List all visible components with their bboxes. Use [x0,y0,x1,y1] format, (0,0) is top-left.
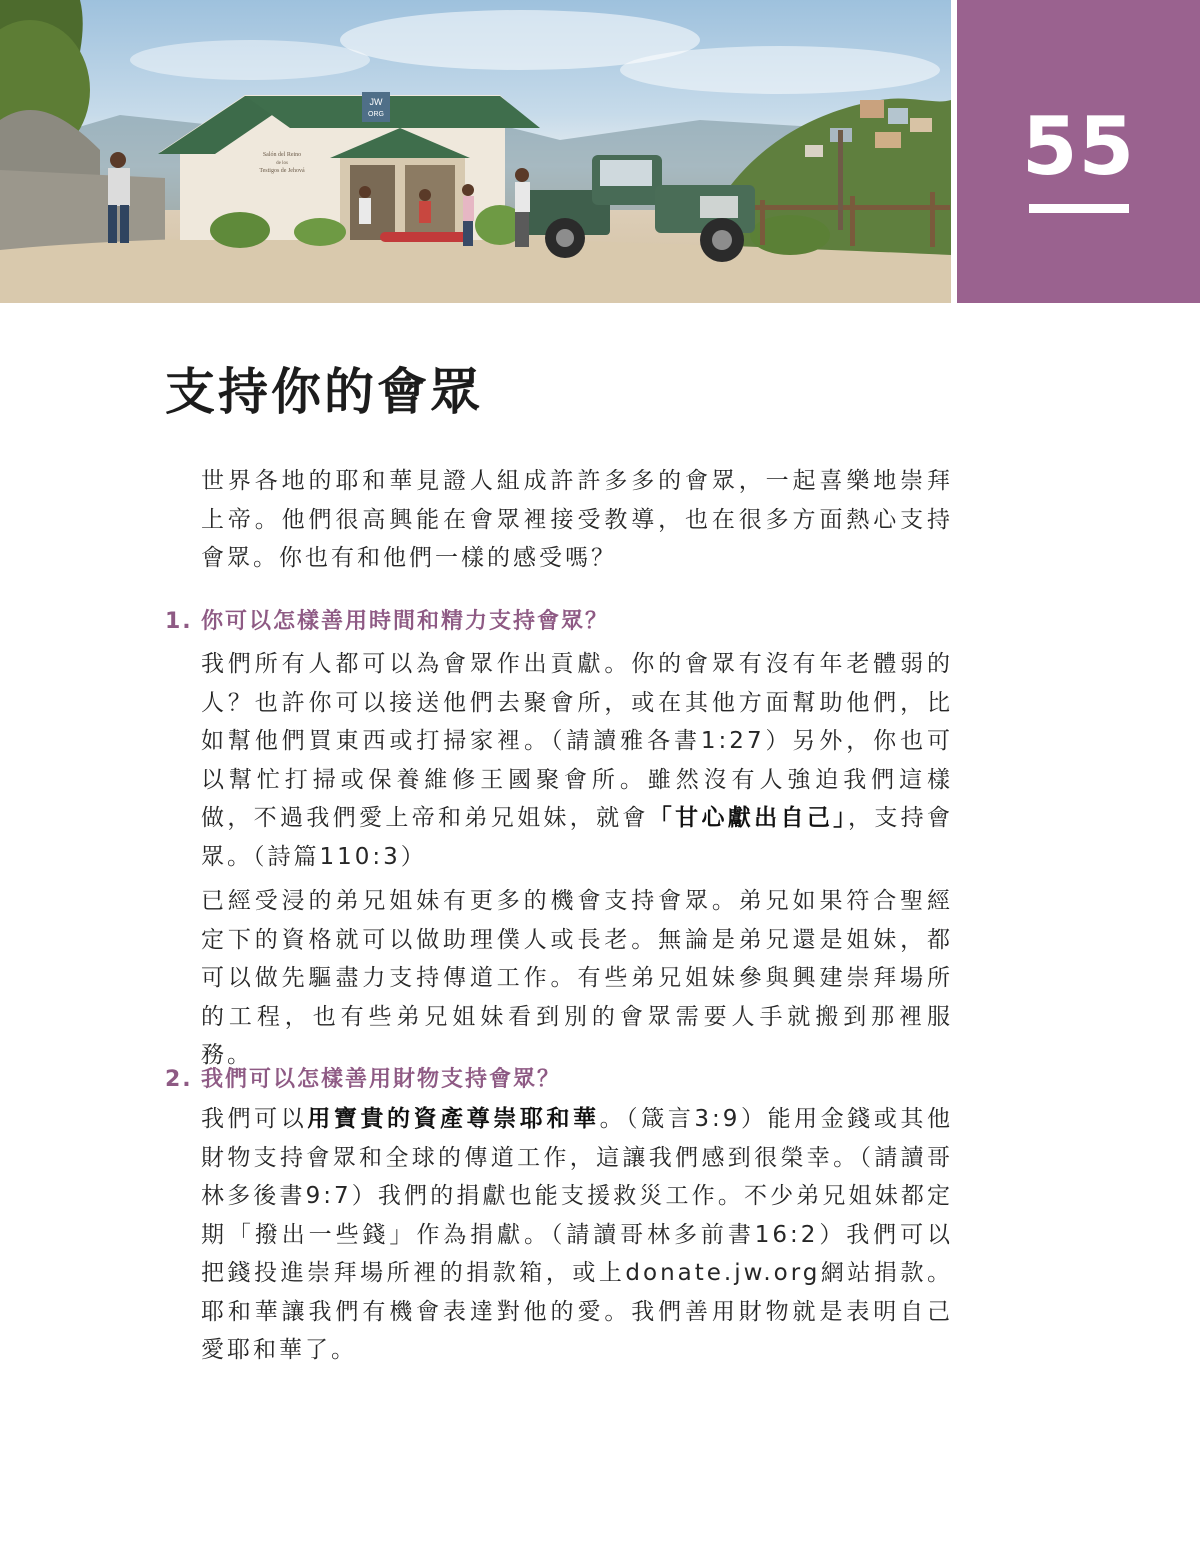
header-photo [0,0,951,303]
lesson-number-underline [1029,204,1129,213]
question-1-number: 1. [165,609,193,634]
sign-text-line3: Testigos de Jehová [259,168,305,174]
section-1-paragraph-1 [201,645,953,876]
question-2-text: 我們可以怎樣善用財物支持會眾？ [201,1067,562,1092]
jw-logo-line2: ORG [368,111,384,118]
lesson-number-box [957,0,1200,303]
question-1 [165,604,609,635]
section-2-paragraph-1 [201,1100,953,1370]
section-2-p1-text-b: 。（箴言3:9）能用金錢或其他財物支持會眾和全球的傳道工作，這讓我們感到很榮幸。（請讀哥林多後書9:7）我們的捐獻也能支援救災工作。不少弟兄姐妹都定期「撥出一些錢」作為捐獻。（請讀哥林多前書16:2）我們可以把錢投進崇拜場所裡的捐款箱，或上donate.jw.org網站捐款。耶和華讓我們有機會表達對他的愛。我們善用財物就是表明自己愛耶和華了。 [201,1106,954,1363]
section-1-p1-text-b: ，支持會眾。（詩篇110:3） [201,805,954,870]
section-1-paragraph-2: 已經受浸的弟兄姐妹有更多的機會支持會眾。弟兄如果符合聖經定下的資格就可以做助理僕人或長老。無論是弟兄還是姐妹，都可以做先驅盡力支持傳道工作。有些弟兄姐妹參與興建崇拜場所的工程，也有些弟兄姐妹看到別的會眾需要人手就搬到那裡服務。 [201,888,953,1068]
intro-paragraph: 世界各地的耶和華見證人組成許許多多的會眾，一起喜樂地崇拜上帝。他們很高興能在會眾裡接受教導，也在很多方面熱心支持會眾。你也有和他們一樣的感受嗎？ [201,468,953,571]
page-title: 支持你的會眾 [165,363,483,421]
lesson-number: 55 [1021,100,1136,193]
kingdom-hall-illustration [0,0,951,303]
question-2-number: 2. [165,1067,193,1092]
section-1-p1-bold: 「甘心獻出自己」 [648,805,848,831]
section-2-p1-bold: 用寶貴的資產尊崇耶和華 [307,1106,600,1132]
sign-text-line1: Salón del Reino [262,152,302,158]
question-2 [165,1062,561,1093]
section-1-p1-text-a: 我們所有人都可以為會眾作出貢獻。你的會眾有沒有年老體弱的人？也許你可以接送他們去聚會所，或在其他方面幫助他們，比如幫他們買東西或打掃家裡。（請讀雅各書1:27）另外，你也可以幫忙打掃或保養維修王國聚會所。雖然沒有人強迫我們這樣做，不過我們愛上帝和弟兄姐妹，就會 [201,651,953,831]
question-1-text: 你可以怎樣善用時間和精力支持會眾？ [201,609,610,634]
section-2-p1-text-a: 我們可以 [201,1106,308,1132]
sign-text-line2: de los [276,161,288,166]
jw-logo-line1: JW [369,97,383,107]
